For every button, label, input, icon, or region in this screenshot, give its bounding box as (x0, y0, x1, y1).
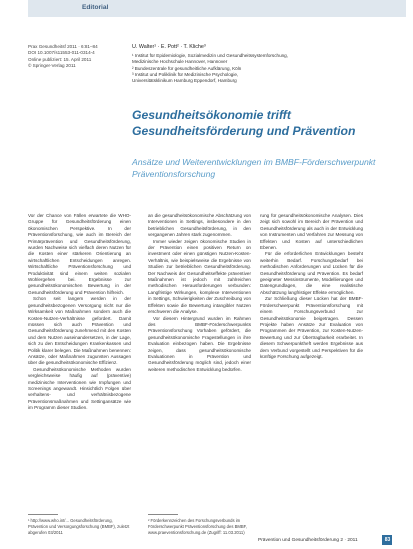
affiliation-line: ¹ Institut für Epidemiologie, Sozialmedizin und Gesundheitssystemforschung, (132, 53, 289, 58)
body-paragraph: Für die erforderlichen Entwicklungen besteht weiterhin Bedarf. Forschungsbedarf bei methodischen Anforderungen und Lücken für die Gesundheitsförderung und Prävention. Es bedarf geeigneter Messinstrumente, Modellierungen und Datengrundlagen, die eine realistische Abschätzung langfristiger Effekte ermöglichen. (260, 251, 363, 295)
meta-line: © Springer-Verlag 2011 (28, 63, 76, 69)
body-paragraph: Vor der Chance von Fällen erwartete die WHO-Gruppe für Gesundheitsförderung einen ökonomischen Perspektive. In der Präventionsforschung, wie auch im Bereich der Primärprävention und Gesundheitsförderung, wurden Nachweise sich vielfach deren Nutzen für die Kosten einer stärkeren Orientierung an wirtschaftlichen Entscheidungen anregen. Wirtschaftliche Präventionsforschung und Produktivität sind einem weiten sozialen Wohlergehen bei. Ergebnisse zur gesundheitsökonomischen Bewertung in der Gesundheitsförderung und Prävention hilfreich. (28, 213, 131, 295)
body-paragraph: Schon seit langem werden in der gesundheitsbezogenen Versorgung nicht nur die Wirksamkeit von Maßnahmen sondern auch die Kosten-Nutzen-Verhältnisse gefordert. Damit müssen sich auch Prävention und Gesundheitsförderung zunehmend mit den Kosten und dem Nutzen auseinandersetzen, in der Lage, sich zu den Entscheidungen Krankenkassen und Politik klarer belegen. Die Maßnahmen benennen: Ansätze, oder Maßnahmen zugunsten Aussagen über die gesundheitsökonomische Effizienz. (28, 296, 131, 366)
affiliation-line: ² Bundeszentrale für gesundheitliche Aufklärung, Köln (132, 65, 242, 71)
text-column-1 (28, 213, 131, 412)
affiliation-line: Medizinische Hochschule Hannover, Hannover (132, 59, 228, 65)
page-number: 83 (384, 537, 391, 543)
body-paragraph: Vor diesem Hintergrund wurden im Rahmen des BMBF-Förderschwerpunkts Präventionsforschung Vorhaben gefördert, die gesundheitsökonomische Fragestellungen in ihre Evaluation einbezogen haben. Die Ergebnisse zeigen, dass gesundheitsökonomische Evaluationen in Prävention und Gesundheitsförderung möglich sind, jedoch einer weiteren methodischen Entwicklung bedürfen. (148, 315, 251, 372)
affiliation-list (132, 53, 382, 84)
article-title: Gesundheitsökonomie trifft Gesundheitsförderung und Prävention (132, 108, 356, 138)
footnote-right: ² Förderkennzeichen des Forschungsverbunds im Förderschwerpunkt Präventionsforschung des BMBF, www.praeventionsforschung.de (Zugriff: 11.03.2011) (148, 518, 247, 535)
meta-line: DOI 10.1007/s11553-011-0314-4 (28, 50, 95, 56)
body-paragraph: Gesundheitsökonomische Methoden wurden vergleichsweise häufig auf (präventive) medizinische Interventionen wie Impfungen und Screenings angewandt. Hinsichtlich Folgen über verhaltens- und verhältnisbezogene Präventionsmaßnahmen und Settingansätze wie im Programm dieser Studien. (28, 366, 131, 411)
footnote-left: ¹ http://www.who.int/... Gesundheitsförderung, Prävention und Versorgungsforschung (BMBF), zuletzt abgerufen 03/2011 (28, 518, 130, 535)
meta-line: Prax Gesundheitsf 2011 · 6:81–84 (28, 44, 98, 49)
meta-line: Online publiziert: 15. April 2011 (28, 56, 92, 62)
footnote-divider (148, 514, 178, 515)
body-paragraph: Immer wieder zeigen ökonomische Studien in der Prävention einen positiven Return on investment oder einen günstigen Nutzen-Kosten-Verhältnis, wie beispielsweise die Ergebnisse von Studien zur betrieblichen Gesundheitsförderung. Der Nachweis der Gesundheitseffekte präventiver Maßnahmen ist jedoch mit zahlreichen methodischen Herausforderungen verbunden: Langfristige Wirkungen, komplexe Interventionen in Settings, Schwierigkeiten der Zuschreibung von Effekten sowie die Bewertung intangibler Nutzen erschweren die Analyse. (148, 238, 251, 315)
text-column-3 (260, 213, 363, 360)
footnote-divider (28, 514, 58, 515)
journal-footer: Prävention und Gesundheitsförderung 2 · 2011 (258, 538, 358, 543)
body-paragraph: an die gesundheitsökonomische Abschätzung von Interventionen in Settings, insbesondere in den betrieblichen Gesundheitsförderung, in den vergangenen Jahren stark zugenommen. (148, 213, 251, 238)
affiliation-line: ³ Institut und Poliklinik für Medizinische Psychologie, (132, 71, 239, 77)
article-meta-block (28, 44, 118, 70)
text-column-2 (148, 213, 251, 373)
affiliation-line: Universitätsklinikum Hamburg Eppendorf, Hamburg (132, 78, 237, 84)
section-label: Editorial (82, 4, 109, 11)
author-list: U. Walter¹ · E. Pott² · T. Kliche³ (132, 44, 206, 50)
article-subtitle: Ansätze und Weiterentwicklungen im BMBF-Förderschwerpunkt Präventionsforschung (132, 157, 376, 179)
body-paragraph: rung für gesundheitsökonomische Analysen. Dies zeigt sich sowohl im Bereich der Prävention und Gesundheitsförderung als auch in der Entwicklung von Instrumenten und Verfahren zur Messung von Effekten und Kosten auf unterschiedlichen Ebenen. (260, 213, 363, 251)
body-paragraph: Zur Schließung dieser Lücken hat der BMBF-Förderschwerpunkt Präventionsforschung mit einem Forschungsverbund zur Gesundheitsökonomie beigetragen. Dessen Projekte haben Ansätze zur Evaluation von Programmen der Prävention, zur Kosten-Nutzen-Bewertung und zur Übertragbarkeit erarbeitet. In diesem Schwerpunktheft werden Ergebnisse aus dem Verbund vorgestellt und Perspektiven für die künftige Forschung aufgezeigt. (260, 296, 363, 359)
